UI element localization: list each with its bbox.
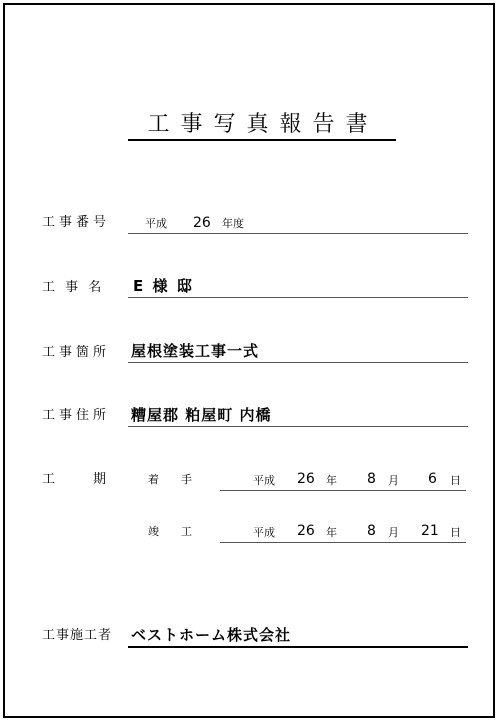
end-day: 21 [421, 523, 439, 539]
start-era: 平成 [253, 474, 275, 487]
end-label: 竣 工 [148, 525, 192, 538]
construction-name-value: E 様 邸 [133, 277, 194, 295]
end-line [220, 542, 466, 543]
end-day-unit: 日 [450, 526, 461, 539]
end-year-unit: 年 [326, 526, 337, 539]
construction-location-line [128, 362, 468, 363]
construction-number-label: 工事番号 [42, 215, 111, 230]
construction-name-label: 工 事 名 [42, 280, 105, 295]
end-month-unit: 月 [388, 526, 399, 539]
construction-name-line [128, 297, 468, 298]
construction-address-label: 工事住所 [42, 408, 111, 423]
construction-location-label: 工事箇所 [42, 345, 111, 360]
construction-address-value: 糟屋郡 粕屋町 内橋 [131, 406, 272, 424]
construction-address-line [128, 426, 468, 427]
start-label: 着 手 [148, 473, 192, 486]
start-month-unit: 月 [388, 474, 399, 487]
document-title: 工事写真報告書 [147, 112, 379, 137]
end-year: 26 [297, 523, 315, 539]
start-day: 6 [428, 471, 437, 487]
start-year-unit: 年 [326, 474, 337, 487]
start-day-unit: 日 [450, 474, 461, 487]
construction-number-year: 26 [193, 215, 211, 231]
contractor-line [128, 646, 468, 648]
construction-location-value: 屋根塗装工事一式 [131, 342, 260, 360]
start-month: 8 [367, 471, 376, 487]
construction-number-line [128, 233, 468, 234]
construction-number-suffix: 年度 [222, 217, 244, 230]
contractor-value: ベストホーム株式会社 [131, 626, 292, 644]
contractor-label: 工事施工者 [42, 628, 113, 643]
end-era: 平成 [253, 526, 275, 539]
start-year: 26 [297, 471, 315, 487]
title-underline [128, 139, 396, 141]
start-line [220, 490, 466, 491]
construction-period-label: 工 期 [42, 472, 111, 487]
end-month: 8 [367, 523, 376, 539]
construction-number-era: 平成 [145, 217, 167, 230]
